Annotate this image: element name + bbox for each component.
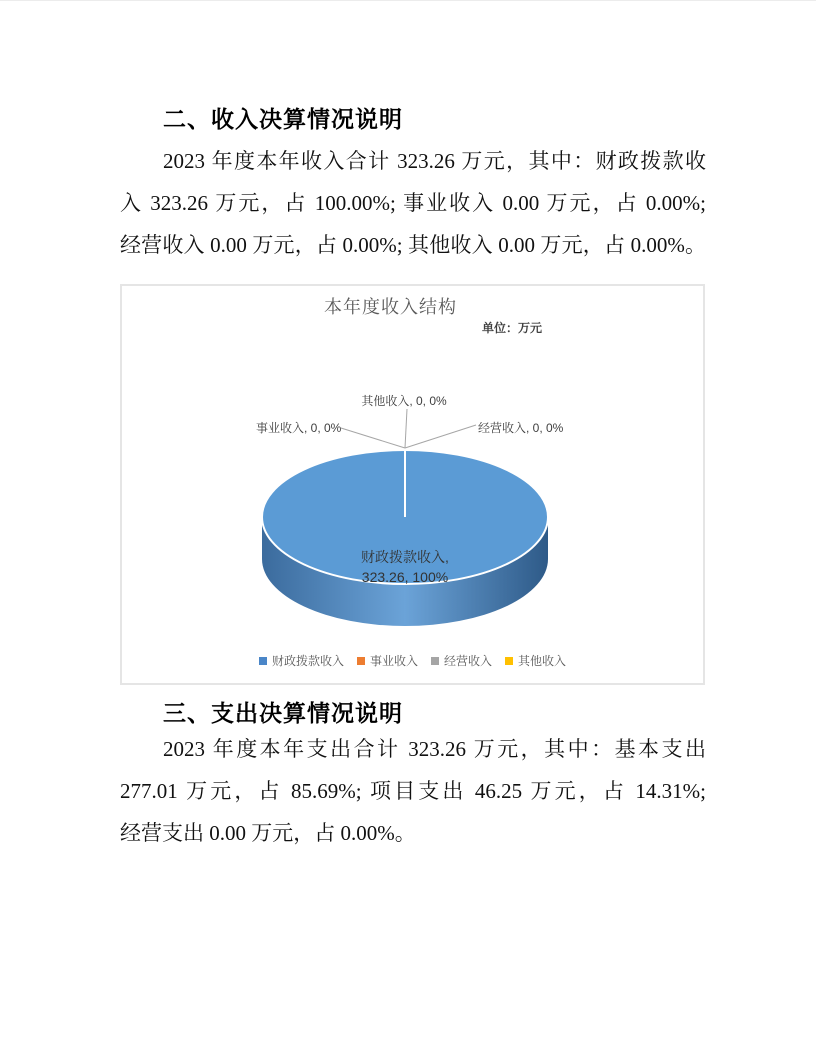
legend-item-other <box>505 652 566 669</box>
legend-marker-other-icon <box>505 657 513 665</box>
pie-label-operating-income: 经营收入, 0, 0% <box>478 421 564 435</box>
legend-label-fiscal: 财政拨款收入 <box>271 654 344 668</box>
expense-paragraph-line: 277.01 万元，占 85.69%; 项目支出 46.25 万元，占 14.31%; <box>120 779 706 803</box>
leader-line-operating <box>405 425 476 448</box>
legend-marker-fiscal-icon <box>259 657 267 665</box>
expense-paragraph <box>120 728 706 854</box>
leader-line-other <box>405 409 407 448</box>
legend-marker-operating-icon <box>431 657 439 665</box>
legend-item-fiscal <box>259 652 344 669</box>
legend-label-operating: 经营收入 <box>444 654 493 668</box>
income-section-heading: 二、收入决算情况说明 <box>163 106 403 132</box>
pie-label-business-income: 事业收入, 0, 0% <box>256 421 342 435</box>
pie-label-fiscal-line2: 323.26, 100% <box>361 569 449 585</box>
leader-line-business <box>341 428 405 448</box>
pie-label-fiscal-line1: 财政拨款收入, <box>361 549 449 565</box>
pie-label-fiscal-income <box>361 547 449 587</box>
expense-paragraph-line: 经营支出 0.00 万元，占 0.00%。 <box>120 821 416 845</box>
chart-title: 本年度收入结构 <box>324 297 457 317</box>
legend-label-business: 事业收入 <box>369 654 418 668</box>
expense-paragraph-line: 2023 年度本年支出合计 323.26 万元，其中：基本支出 <box>163 737 706 761</box>
expense-section-heading: 三、支出决算情况说明 <box>163 700 403 726</box>
legend-item-business <box>357 652 418 669</box>
legend-marker-business-icon <box>357 657 365 665</box>
pie-label-other-income: 其他收入, 0, 0% <box>361 394 447 408</box>
legend-label-other: 其他收入 <box>518 654 567 668</box>
chart-legend <box>122 652 703 669</box>
chart-unit-label: 单位：万元 <box>482 321 543 335</box>
legend-item-operating <box>431 652 492 669</box>
income-paragraph-line: 入 323.26 万元，占 100.00%; 事业收入 0.00 万元，占 0.00%; <box>120 191 706 215</box>
income-paragraph-line: 2023 年度本年收入合计 323.26 万元，其中：财政拨款收 <box>163 149 706 173</box>
income-paragraph-line: 经营收入 0.00 万元，占 0.00%; 其他收入 0.00 万元，占 0.00%。 <box>120 233 706 257</box>
pie-chart-svg <box>122 286 703 683</box>
income-structure-chart <box>120 284 705 685</box>
income-paragraph <box>120 140 706 266</box>
